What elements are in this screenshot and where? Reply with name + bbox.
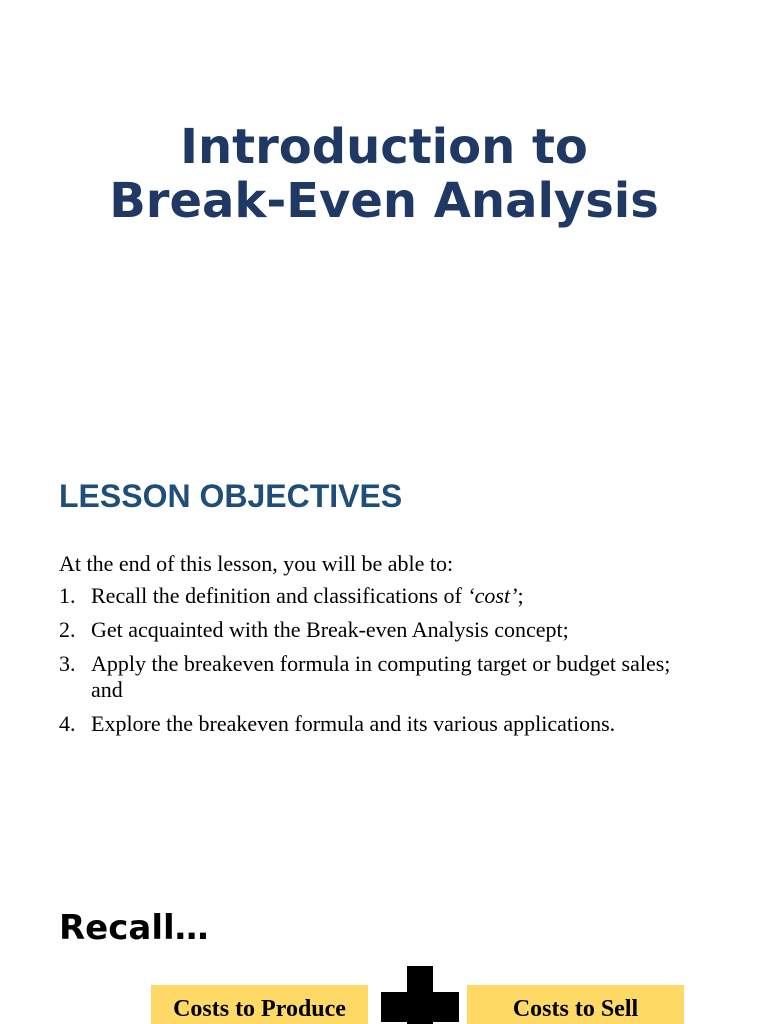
- objective-number: 3.: [59, 651, 76, 676]
- objective-number: 2.: [59, 617, 76, 642]
- objective-item: [59, 617, 699, 643]
- costs-to-produce-box: Costs to Produce: [151, 985, 368, 1024]
- objective-item: [59, 583, 699, 609]
- objective-text: Get acquainted with the Break-even Analysis concept;: [91, 617, 569, 642]
- objectives-intro: At the end of this lesson, you will be able to:: [59, 551, 454, 576]
- objective-text: Apply the breakeven formula in computing target or budget sales; and: [91, 651, 671, 702]
- recall-heading: Recall…: [59, 908, 209, 948]
- objective-item: [59, 711, 699, 737]
- page-title: [0, 120, 768, 228]
- objectives-list: [59, 583, 699, 745]
- title-line-2: Break-Even Analysis: [109, 173, 659, 229]
- plus-icon: [381, 966, 459, 1024]
- lesson-objectives-heading: LESSON OBJECTIVES: [59, 478, 403, 514]
- costs-to-sell-box: Costs to Sell: [467, 985, 684, 1024]
- objective-text: Explore the breakeven formula and its various applications.: [91, 711, 616, 736]
- objective-number: 1.: [59, 583, 76, 608]
- cost-emphasis: ‘cost’: [467, 583, 518, 608]
- objective-text: [91, 583, 699, 609]
- objective-text-part: Recall the definition and classifications of: [91, 583, 468, 608]
- objective-text-end: ;: [517, 583, 524, 608]
- plus-icon-horizontal-bar: [381, 992, 459, 1022]
- objective-item: [59, 651, 699, 703]
- title-line-1: Introduction to: [180, 119, 588, 175]
- objective-number: 4.: [59, 711, 76, 736]
